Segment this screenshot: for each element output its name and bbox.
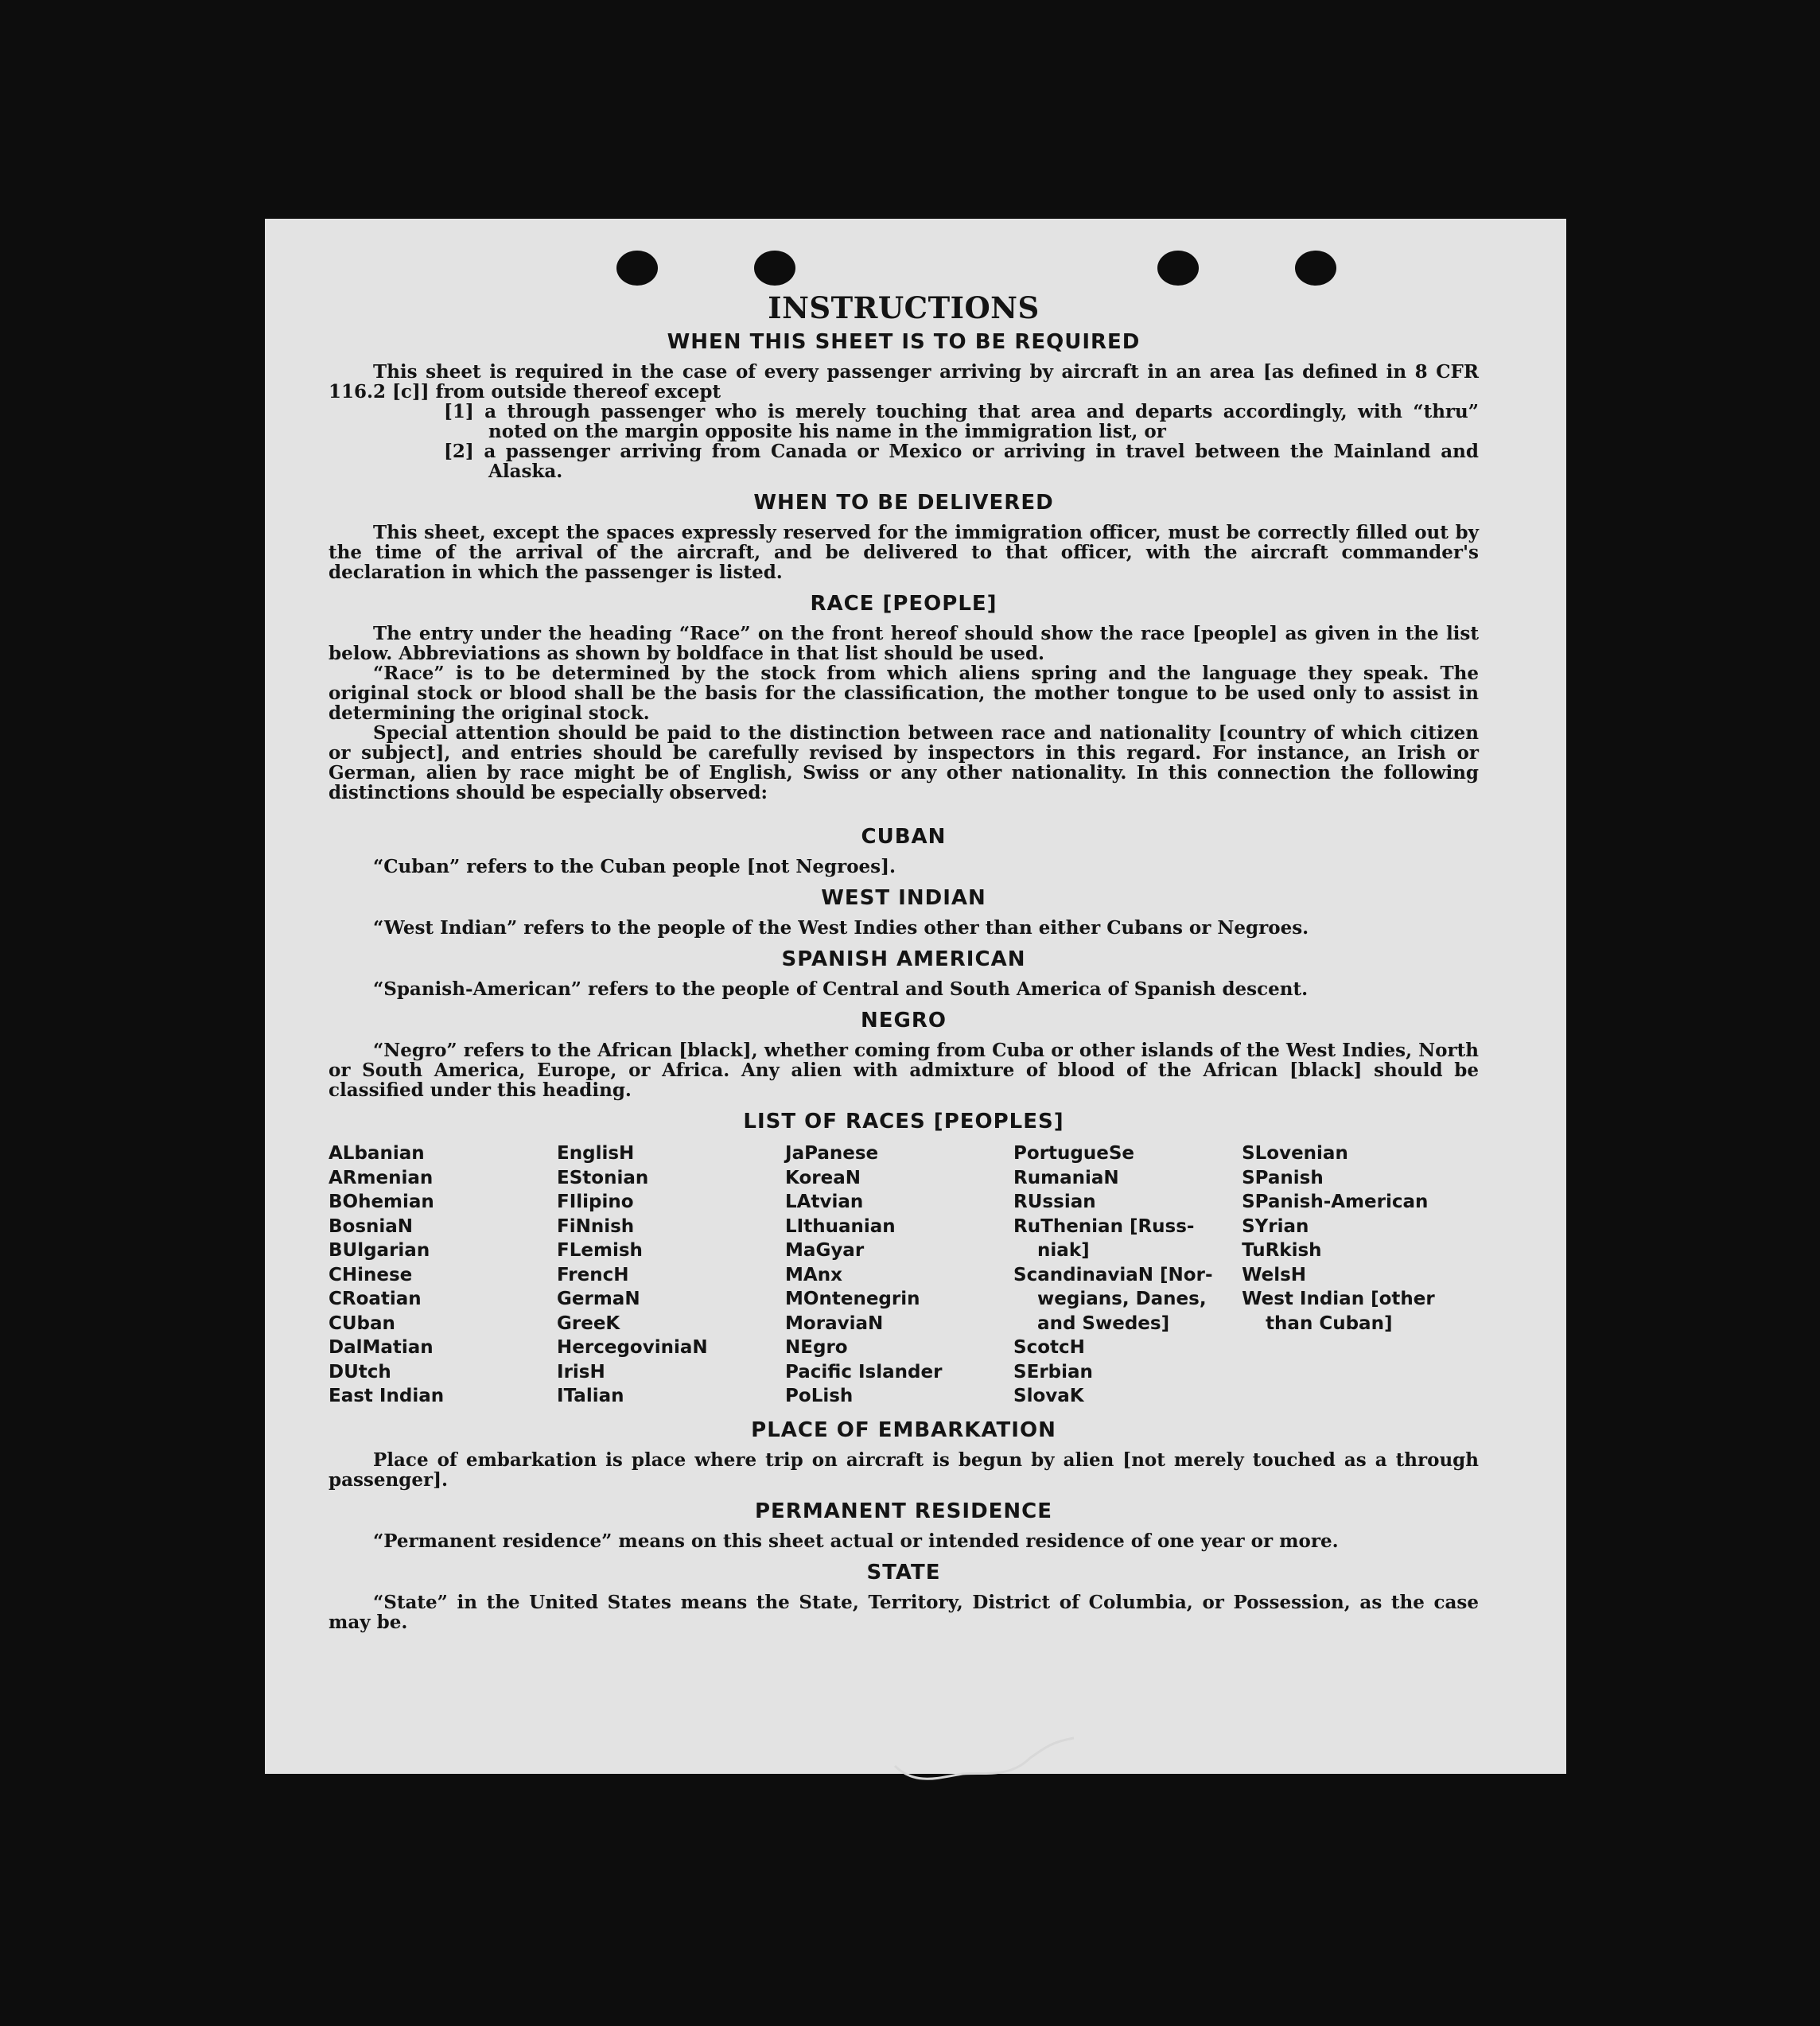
spanish-american-text: “Spanish-American” refers to the people of Central and South America of Spanish descent. <box>373 978 1309 1000</box>
race-entry-continuation: than Cuban] <box>1266 1312 1393 1334</box>
races-table <box>329 1141 1479 1409</box>
race-entry: ScotcH <box>1013 1337 1085 1358</box>
race-entry: IrisH <box>557 1361 605 1382</box>
race-entry: DalMatian <box>329 1337 434 1358</box>
cuban-text: “Cuban” refers to the Cuban people [not Negroes]. <box>373 856 896 877</box>
race-entry: FrencH <box>557 1264 629 1285</box>
race-entry: CUban <box>329 1312 395 1334</box>
punch-hole <box>754 251 795 286</box>
section-heading-state: STATE <box>866 1560 941 1585</box>
race-paragraph-3: Special attention should be paid to the distinction between race and nationality [country of which citizen or subject], and entries should be carefully revised by inspectors in this regard. For instance, an Irish or German, alien by race might be of English, Swiss or any other nationality. In this connection the following distinctions should be especially observed: <box>329 722 1479 803</box>
race-entry: LAtvian <box>785 1192 864 1212</box>
race-entry: PortugueSe <box>1013 1143 1135 1164</box>
race-entry: CRoatian <box>329 1289 422 1309</box>
state-text: “State” in the United States means the State, Territory, District of Columbia, or Possession, as the case may be. <box>329 1591 1479 1633</box>
races-column <box>557 1141 785 1409</box>
race-entry: PoLish <box>785 1386 854 1406</box>
race-entry-continuation: and Swedes] <box>1037 1312 1170 1334</box>
section-heading-cuban: CUBAN <box>861 825 947 849</box>
race-entry: RUssian <box>1013 1192 1096 1212</box>
delivered-text: This sheet, except the spaces expressly reserved for the immigration officer, must be correctly filled out by the time of the arrival of the aircraft, and be delivered to that officer, with the aircraft commander's declaration in which the passenger is listed. <box>329 522 1479 583</box>
race-entry: Pacific Islander <box>785 1361 943 1382</box>
punch-hole <box>616 251 658 286</box>
section-heading-required: WHEN THIS SHEET IS TO BE REQUIRED <box>667 330 1141 354</box>
residence-text: “Permanent residence” means on this sheet actual or intended residence of one year or more. <box>373 1530 1339 1552</box>
section-heading-west-indian: WEST INDIAN <box>821 886 986 910</box>
section-heading-residence: PERMANENT RESIDENCE <box>754 1499 1053 1523</box>
document-sheet <box>265 219 1566 1774</box>
race-paragraph-1: The entry under the heading “Race” on the front hereof should show the race [people] as given in the list below. Abbreviations as shown by boldface in that list should be used. <box>329 623 1479 664</box>
race-entry-continuation: wegians, Danes, <box>1037 1289 1207 1309</box>
document-title: INSTRUCTIONS <box>768 290 1040 325</box>
race-entry: KoreaN <box>785 1167 861 1188</box>
race-entry: ALbanian <box>329 1143 425 1164</box>
race-entry: FIlipino <box>557 1192 634 1212</box>
negro-text: “Negro” refers to the African [black], whether coming from Cuba or other islands of the West Indies, North or South America, Europe, or Africa. Any alien with admixture of blood of the African [black] should be classified under this heading. <box>329 1040 1479 1101</box>
race-paragraph-2: “Race” is to be determined by the stock from which aliens spring and the language they speak. The original stock or blood shall be the basis for the classification, the mother tongue to be used only to assist in determining the original stock. <box>329 663 1479 724</box>
required-exception-2: [2] a passenger arriving from Canada or Mexico or arriving in travel between the Mainland and Alaska. <box>444 441 1479 482</box>
race-entry: MaGyar <box>785 1240 865 1261</box>
section-heading-negro: NEGRO <box>861 1009 947 1032</box>
race-entry: MAnx <box>785 1264 842 1285</box>
race-entry: SPanish <box>1242 1167 1324 1188</box>
west-indian-text: “West Indian” refers to the people of the West Indies other than either Cubans or Negroes. <box>373 917 1309 939</box>
race-entry: HercegoviniaN <box>557 1337 708 1358</box>
required-exception-1: [1] a through passenger who is merely touching that area and departs accordingly, with “thru” noted on the margin opposite his name in the immigration list, or <box>444 401 1479 442</box>
race-entry: JaPanese <box>785 1143 879 1164</box>
race-entry: FiNnish <box>557 1215 635 1237</box>
races-column <box>785 1141 1013 1409</box>
race-entry: LIthuanian <box>785 1215 896 1237</box>
race-entry: RuThenian [Russ- <box>1013 1215 1195 1237</box>
race-entry-continuation: niak] <box>1037 1240 1090 1261</box>
race-entry: EnglisH <box>557 1143 635 1164</box>
races-column <box>1013 1141 1242 1409</box>
race-entry: SYrian <box>1242 1215 1309 1237</box>
embarkation-text: Place of embarkation is place where trip on aircraft is begun by alien [not merely touched as a through passenger]. <box>329 1449 1479 1491</box>
race-entry: BUlgarian <box>329 1240 430 1261</box>
required-intro: This sheet is required in the case of every passenger arriving by aircraft in an area [as defined in 8 CFR 116.2 [c]] from outside thereof except <box>329 361 1479 402</box>
race-entry: ScandinaviaN [Nor- <box>1013 1264 1213 1285</box>
race-entry: GreeK <box>557 1312 620 1334</box>
section-heading-embarkation: PLACE OF EMBARKATION <box>751 1417 1056 1442</box>
race-entry: SlovaK <box>1013 1386 1084 1406</box>
race-entry: WelsH <box>1242 1264 1307 1285</box>
race-entry: SPanish-American <box>1242 1192 1429 1212</box>
section-heading-delivered: WHEN TO BE DELIVERED <box>753 491 1054 515</box>
scratch-mark <box>891 1734 1082 1790</box>
race-entry: ITalian <box>557 1386 624 1406</box>
race-entry: EStonian <box>557 1167 649 1188</box>
race-entry: GermaN <box>557 1289 640 1309</box>
section-heading-list-of-races: LIST OF RACES [PEOPLES] <box>743 1110 1064 1134</box>
race-entry: TuRkish <box>1242 1240 1322 1261</box>
race-entry: SErbian <box>1013 1361 1093 1382</box>
races-column <box>329 1141 557 1409</box>
race-entry: CHinese <box>329 1264 413 1285</box>
race-entry: NEgro <box>785 1337 848 1358</box>
race-entry: DUtch <box>329 1361 391 1382</box>
race-entry: ARmenian <box>329 1167 434 1188</box>
race-entry: MOntenegrin <box>785 1289 920 1309</box>
race-entry: FLemish <box>557 1240 643 1261</box>
race-entry: East Indian <box>329 1386 445 1406</box>
race-entry: SLovenian <box>1242 1143 1348 1164</box>
race-entry: BosniaN <box>329 1215 414 1237</box>
race-entry: MoraviaN <box>785 1312 884 1334</box>
race-entry: RumaniaN <box>1013 1167 1119 1188</box>
races-column <box>1242 1141 1479 1409</box>
section-heading-spanish-american: SPANISH AMERICAN <box>781 947 1026 971</box>
punch-hole <box>1295 251 1336 286</box>
race-entry: West Indian [other <box>1242 1289 1435 1309</box>
race-entry: BOhemian <box>329 1192 434 1212</box>
punch-hole <box>1157 251 1199 286</box>
section-heading-race: RACE [PEOPLE] <box>810 592 998 616</box>
